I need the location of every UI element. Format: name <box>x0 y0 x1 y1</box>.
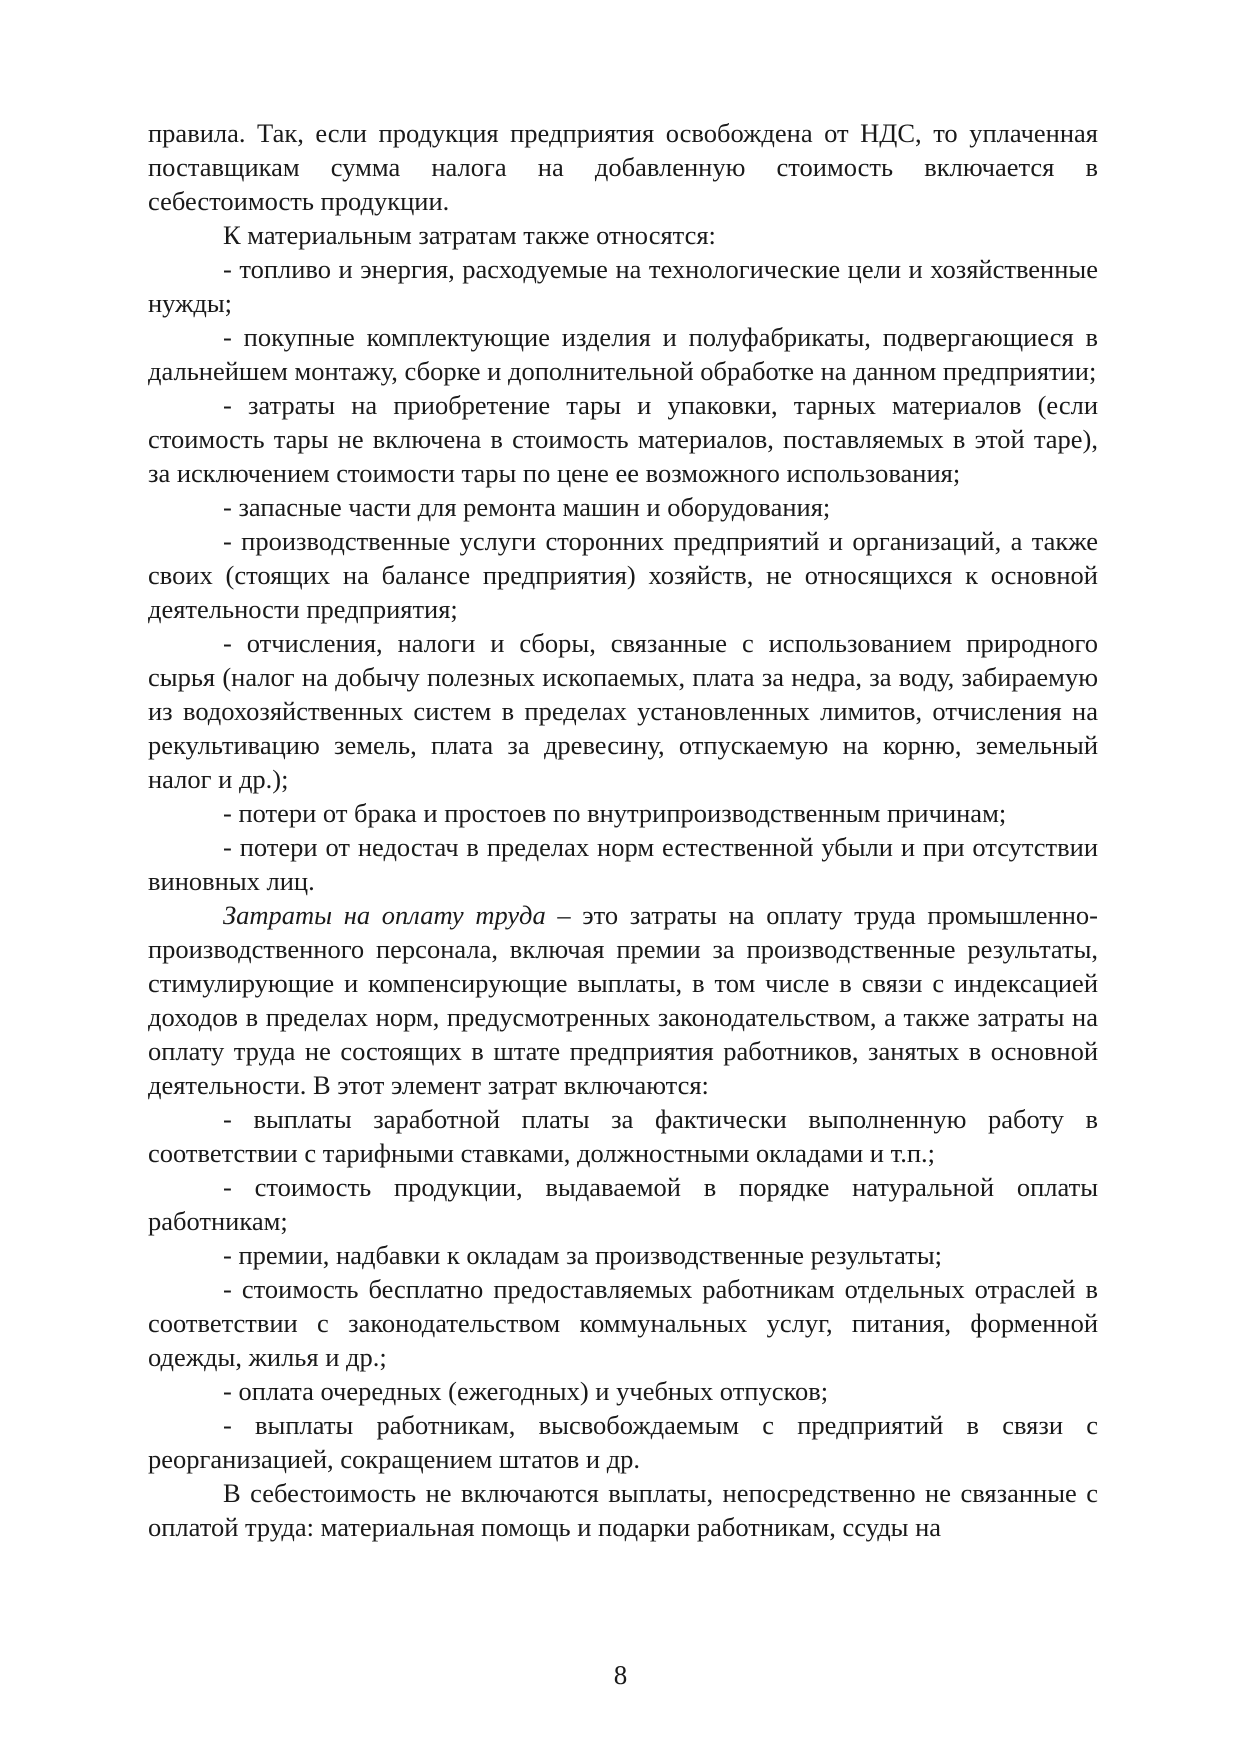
list-item: - затраты на приобретение тары и упаковки, тарных материалов (если стоимость тары не включена в стоимость материалов, поставляемых в этой таре), за исключением стоимости тары по цене ее возможного использования; <box>148 390 1098 488</box>
page-number: 8 <box>613 1660 628 1690</box>
list-item: - премии, надбавки к окладам за производственные результаты; <box>223 1240 943 1270</box>
list-item: - запасные части для ремонта машин и оборудования; <box>223 492 831 522</box>
term-labor-costs: Затраты на оплату труда <box>223 900 546 930</box>
list-item: - стоимость продукции, выдаваемой в порядке натуральной оплаты работникам; <box>148 1172 1098 1236</box>
labor-costs-definition: – это затраты на оплату труда промышленно-производственного персонала, включая премии за производственные результаты, стимулирующие и компенсирующие выплаты, в том числе в связи с индексацией доходов в пределах норм, предусмотренных законодательством, а также затраты на оплату труда не состоящих в штате предприятия работников, занятых в основной деятельности. В этот элемент затрат включаются: <box>148 900 1098 1100</box>
paragraph-exclusions: В себестоимость не включаются выплаты, непосредственно не связанные с оплатой труда: материальная помощь и подарки работникам, ссуды на <box>148 1478 1098 1542</box>
list-item: - стоимость бесплатно предоставляемых работникам отдельных отраслей в соответствии с законодательством коммунальных услуг, питания, форменной одежды, жилья и др.; <box>148 1274 1098 1372</box>
list-item: - потери от брака и простоев по внутрипроизводственным причинам; <box>223 798 1007 828</box>
list-item: - выплаты работникам, высвобождаемым с предприятий в связи с реорганизацией, сокращением штатов и др. <box>148 1410 1098 1474</box>
list-item: - отчисления, налоги и сборы, связанные с использованием природного сырья (налог на добычу полезных ископаемых, плата за недра, за воду, забираемую из водохозяйственных систем в пределах установленных лимитов, отчисления на рекультивацию земель, плата за древесину, отпускаемую на корню, земельный налог и др.); <box>148 628 1098 794</box>
paragraph-continuation: правила. Так, если продукция предприятия освобождена от НДС, то уплаченная поставщикам сумма налога на добавленную стоимость включается в себестоимость продукции. <box>148 118 1098 216</box>
list-item: - потери от недостач в пределах норм естественной убыли и при отсутствии виновных лиц. <box>148 832 1098 896</box>
list-item: - оплата очередных (ежегодных) и учебных отпусков; <box>223 1376 829 1406</box>
list-item: - покупные комплектующие изделия и полуфабрикаты, подвергающиеся в дальнейшем монтажу, сборке и дополнительной обработке на данном предприятии; <box>148 322 1098 386</box>
list-item: - производственные услуги сторонних предприятий и организаций, а также своих (стоящих на балансе предприятия) хозяйств, не относящихся к основной деятельности предприятия; <box>148 526 1098 624</box>
list-item: - топливо и энергия, расходуемые на технологические цели и хозяйственные нужды; <box>148 254 1098 318</box>
paragraph-labor-costs <box>148 898 1098 1102</box>
paragraph-intro-material-costs: К материальным затратам также относятся: <box>223 220 716 250</box>
body-text <box>148 116 1098 1544</box>
list-item: - выплаты заработной платы за фактически выполненную работу в соответствии с тарифными ставками, должностными окладами и т.п.; <box>148 1104 1098 1168</box>
